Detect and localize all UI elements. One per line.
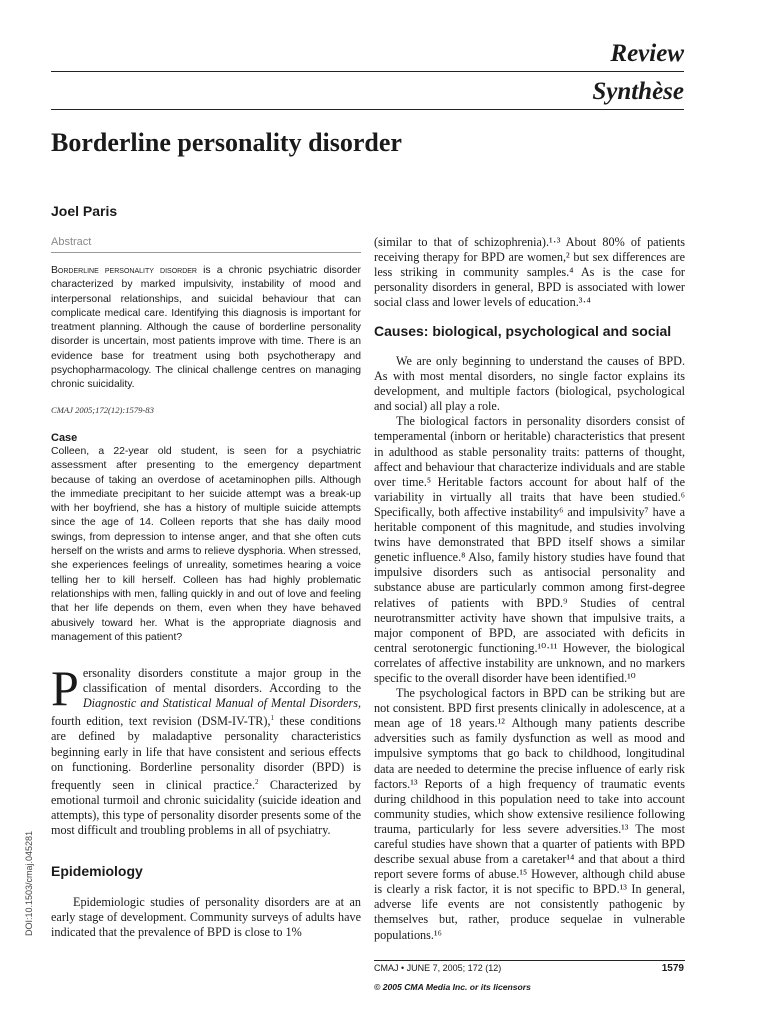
causes-block: [374, 354, 685, 943]
abstract-body: is a chronic psychiatric disorder characterized by marked impulsivity, instability of mood and interpersonal relationships, and suicidal behaviour that can complicate medical care. Identifying this diagnosis is important for treatment planning. Although the cause of borderline personality disorder is uncertain, most patients improve with time. There is an evidence base for treatment using both psychotherapy and psychopharmacology. The clinical challenge centres on managing chronic suicidality.: [51, 265, 361, 391]
abstract-block: [51, 264, 361, 415]
ref-2: 2: [255, 777, 259, 786]
causes-paragraph-2: The biological factors in personality disorders consist of temperamental (inborn or heritable) characteristics that present in adulthood as stable personality traits: patterns of thought, affect and behaviour that characterize individuals and are stable over time.⁵ Heritable factors account for about half of the variability in virtually all traits that have been studied.⁶ Specifically, both affective instability⁶ and impulsivity⁷ have a heritable component of this magnitude, and studies involving twins have demonstrated that BPD itself shows a similar genetic influence.⁸ Also, family history studies have found that impulsive disorders such as antisocial personality and substance abuse are particularly common among first-degree relatives of patients with BPD.⁹ Studies of central neurotransmitter activity have shown that impulsive traits, a major component of BPD, are associated with deficits in central serotonergic functioning.¹⁰·¹¹ However, the biological correlates of affective instability are unknown, and no markers specific to the overall disorder have been identified.¹⁰: [374, 414, 685, 685]
author-name: Joel Paris: [51, 203, 118, 219]
section-heading-causes: Causes: biological, psychological and social: [374, 323, 672, 339]
causes-paragraph-3: The psychological factors in BPD can be striking but are not consistent. BPD first presents clinically in adolescence, at a mean age of 18 years.¹² Although many patients describe adversities such as family dysfunction as well as mood and impulsive symptoms that go back to childhood, longitudinal data are needed to determine the precise influence of early risk factors.¹³ Reports of a high frequency of traumatic events during childhood in this population need to take into account community studies, which show extensive resilience following trauma, particularly for less severe adversities.¹³ The most careful studies have shown that a quarter of patients with BPD describe sexual abuse from a caretaker¹⁴ and that about a third report severe forms of abuse.¹⁵ However, although child abuse is clearly a risk factor, it is not specific to BPD.¹³ In general, adverse life events are not consistently pathogenic by themselves but, rather, produce sequelae in vulnerable populations.¹⁶: [374, 686, 685, 942]
intro-text-1: ersonality disorders constitute a major group in the classification of mental disorders. According to the: [82, 666, 361, 696]
abstract-lead: Borderline personality disorder: [51, 265, 197, 276]
article-title: Borderline personality disorder: [51, 128, 402, 157]
intro-text-3: these conditions are defined by maladaptive personality characteristics beginning early in life that have consistent and serious effects on functioning. Borderline personality disorder (BPD) is frequently seen in clinical practice.: [51, 714, 361, 792]
dsm-title: Diagnostic and Statistical Manual of Mental Disorders,: [82, 696, 361, 711]
section-label-synthese: Synthèse: [592, 78, 684, 105]
ref-1: 1: [270, 714, 275, 723]
section-label-review: Review: [610, 40, 684, 67]
footer-journal: CMAJ • JUNE 7, 2005; 172 (12): [374, 963, 502, 973]
doi-label: DOI:10.1503/cmaj.045281: [24, 830, 34, 936]
case-block: [51, 432, 361, 645]
abstract-label: Abstract: [51, 236, 92, 248]
epidemiology-continued: [374, 235, 685, 310]
case-text: Colleen, a 22-year old student, is seen for a psychiatric assessment after presenting to the emergency department because of taking an overdose of acetaminophen pills. Although the immediate precipitant to her suicide attempt was a break-up with her boyfriend, she has a history of multiple suicide attempts since the age of 14. Colleen reports that she has daily mood swings, from depression to intense anger, and that she often cuts herself on the wrists and arms to relieve dysphoria. When stressed, she experiences feelings of unreality, sometimes hearing a voice telling her to kill herself. Colleen has had highly problematic relationships with men, falling quickly in and out of love and feeling that her life depends on them, even when they have behaved abusively toward her. What is the appropriate diagnosis and management of this patient?: [51, 446, 361, 643]
case-heading: Case: [51, 432, 78, 444]
epidemiology-block: [51, 895, 361, 940]
abstract-divider: [51, 252, 361, 253]
abstract-text: [51, 264, 361, 393]
intro-text-4: Characterized by emotional turmoil and chronic suicidality (suicide ideation and attempts), this type of personality disorder presents some of the most difficult and troubling problems in all of psychiatry.: [51, 777, 361, 838]
page-number: 1579: [661, 963, 684, 974]
epidemiology-text-right: (similar to that of schizophrenia).¹·³ About 80% of patients receiving therapy for BPD are women,² but sex differences are less striking in community samples.⁴ As is the case for personality disorders in general, BPD is associated with lower social class and lower levels of education.³·⁴: [374, 235, 685, 310]
drop-cap: P: [51, 660, 79, 716]
section-heading-epidemiology: Epidemiology: [51, 863, 143, 879]
causes-paragraph-1: We are only beginning to understand the causes of BPD. As with most mental disorders, no single factor explains its development, and multiple factors (biological, psychological and social) all play a role.: [374, 354, 685, 414]
intro-text-2: fourth edition, text revision (DSM-IV-TR),: [51, 714, 271, 729]
footer-divider: [374, 960, 685, 961]
copyright: © 2005 CMA Media Inc. or its licensors: [374, 982, 531, 992]
intro-block: [51, 660, 361, 838]
abstract-citation: CMAJ 2005;172(12):1579-83: [51, 404, 154, 415]
header-divider-lower: [51, 109, 684, 110]
intro-paragraph: [51, 660, 361, 838]
epidemiology-text-left: Epidemiologic studies of personality disorders are at an early stage of development. Community surveys of adults have indicated that the prevalence of BPD is close to 1%: [51, 895, 361, 940]
header-divider: [51, 71, 684, 72]
